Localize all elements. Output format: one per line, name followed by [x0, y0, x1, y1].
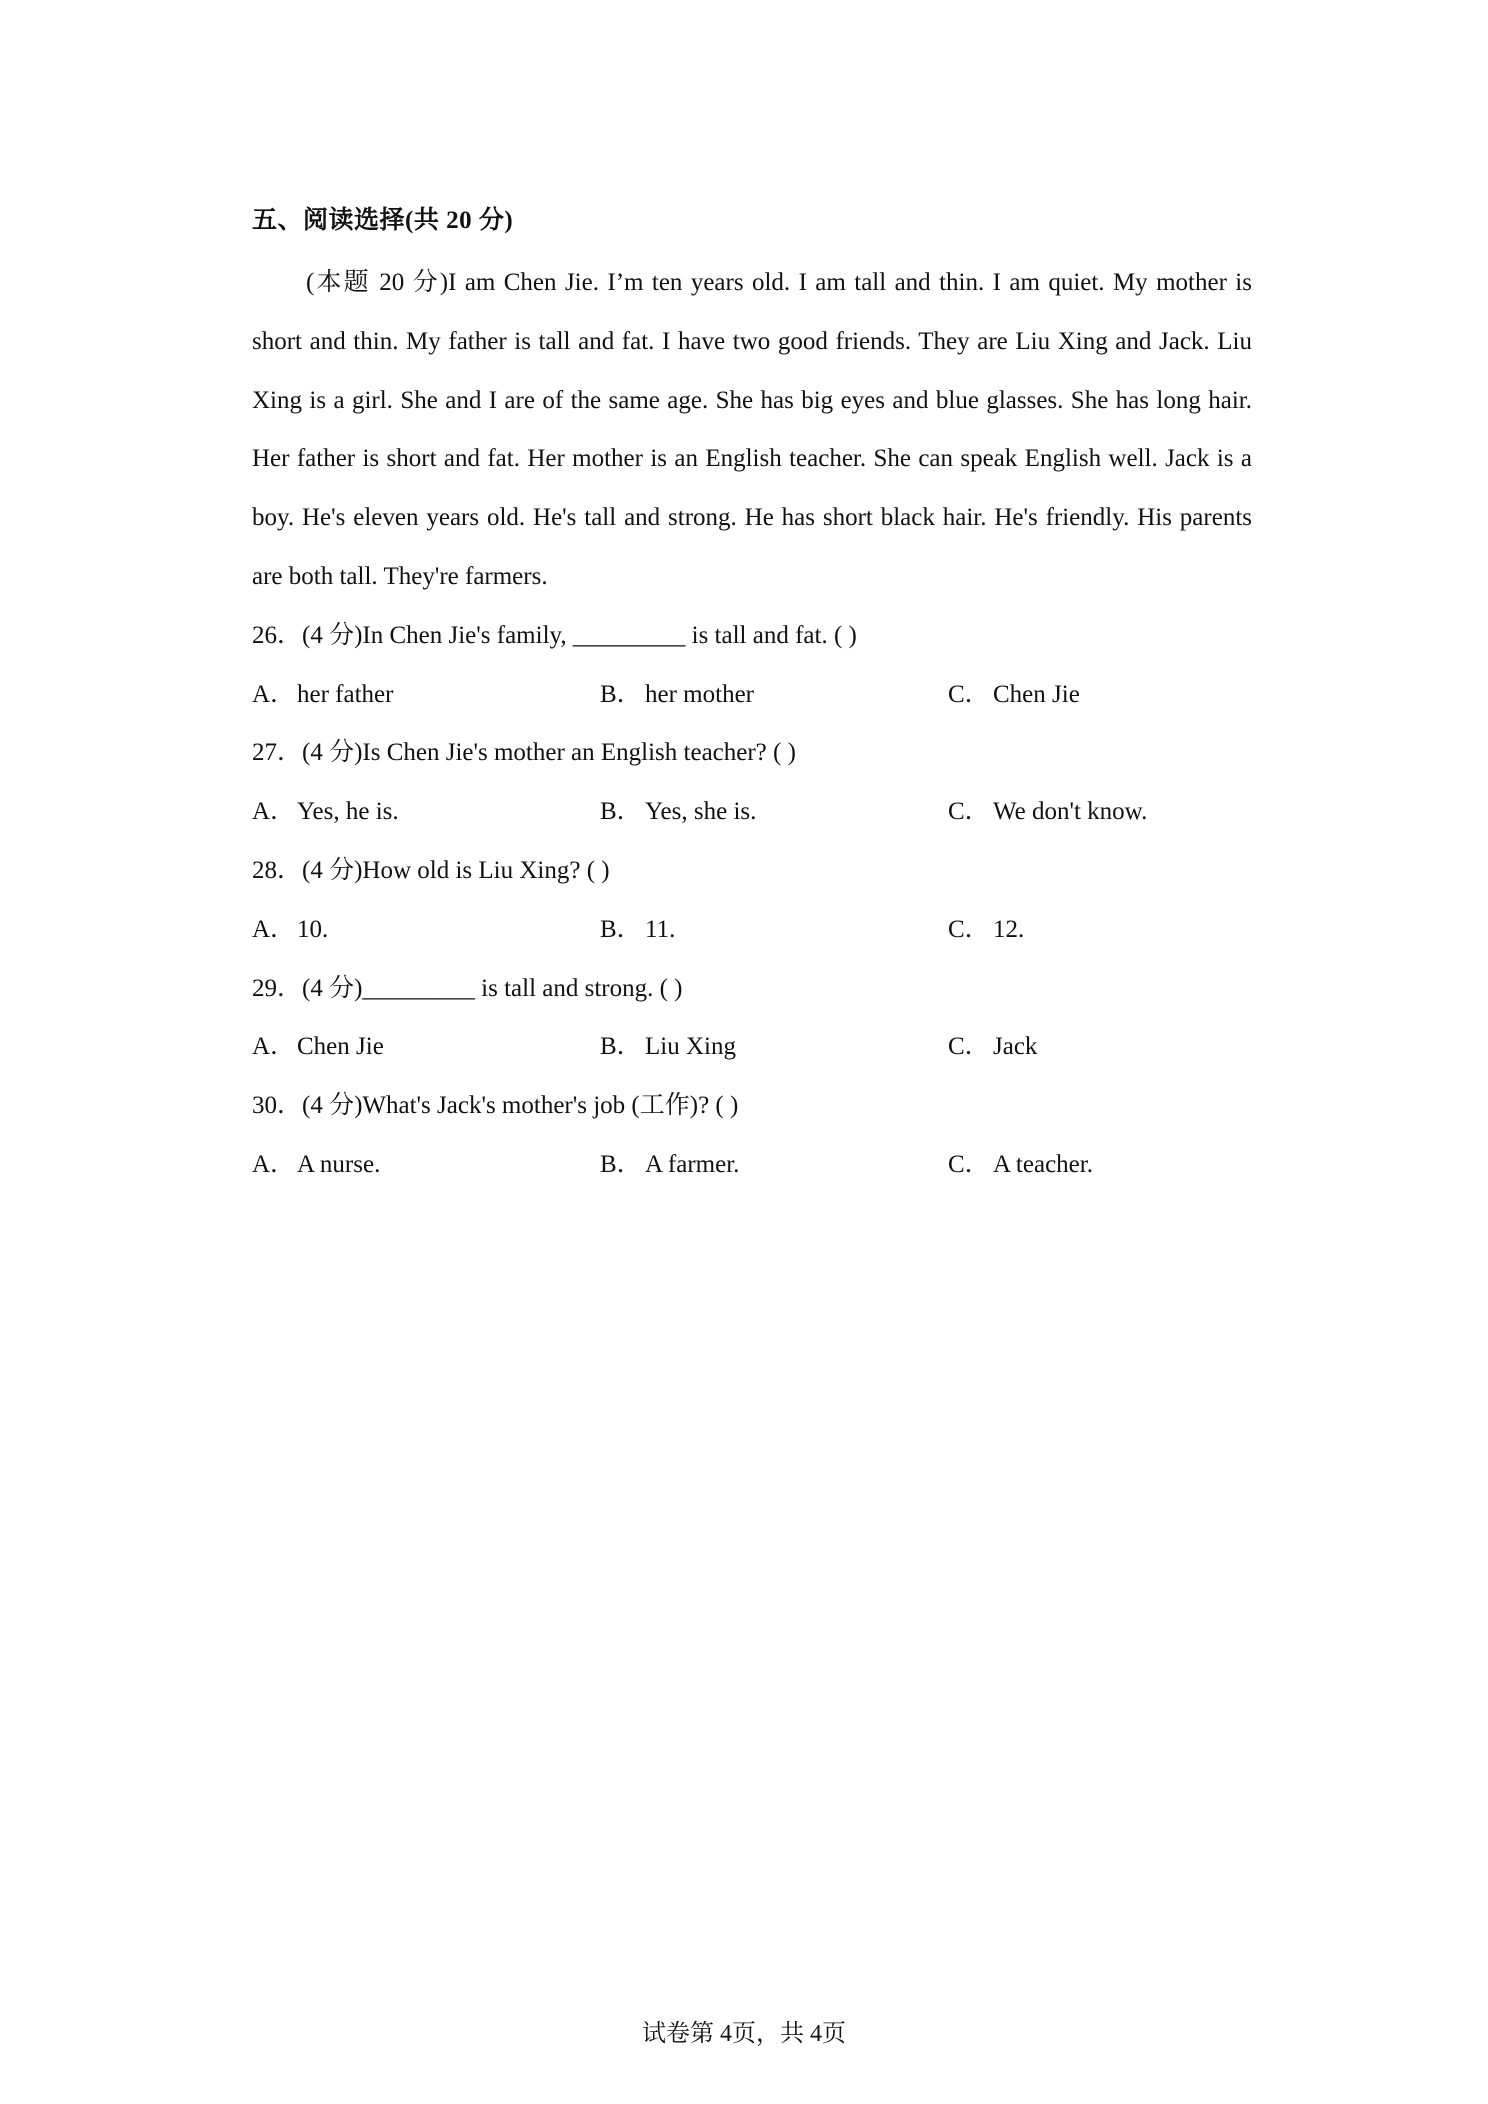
option-text: A nurse.	[297, 1150, 381, 1178]
option-text: her father	[297, 680, 394, 708]
option-text: Yes, he is.	[297, 798, 399, 826]
section-title: 五、阅读选择(共 20 分)	[252, 207, 514, 234]
option-27-a[interactable]	[252, 783, 600, 842]
option-29-c[interactable]	[948, 1018, 1296, 1077]
option-26-a[interactable]	[252, 666, 600, 725]
question-30: 30．(4 分)What's Jack's mother's job (工作)? ( )	[252, 1092, 739, 1120]
exam-page	[252, 196, 1252, 1195]
option-text: 12.	[993, 915, 1025, 943]
option-28-a[interactable]	[252, 901, 600, 960]
option-letter: B．	[600, 1150, 642, 1178]
option-text: Chen Jie	[993, 680, 1080, 708]
options-28	[252, 901, 1252, 960]
option-letter: A．	[252, 1150, 296, 1178]
option-text: Chen Jie	[297, 1033, 384, 1061]
options-26	[252, 666, 1252, 725]
option-text: her mother	[645, 680, 754, 708]
question-27: 27．(4 分)Is Chen Jie's mother an English teacher? ( )	[252, 739, 796, 767]
option-letter: A．	[252, 798, 296, 826]
option-letter: C．	[948, 915, 990, 943]
options-30	[252, 1136, 1252, 1195]
option-letter: C．	[948, 680, 990, 708]
option-letter: A．	[252, 680, 296, 708]
option-letter: B．	[600, 1033, 642, 1061]
option-30-b[interactable]	[600, 1136, 948, 1195]
option-letter: B．	[600, 680, 642, 708]
page-footer: 试卷第 4页，共 4页	[642, 2021, 846, 2047]
option-letter: C．	[948, 1033, 990, 1061]
option-29-b[interactable]	[600, 1018, 948, 1077]
option-letter: B．	[600, 798, 642, 826]
option-text: Jack	[993, 1033, 1038, 1061]
option-27-b[interactable]	[600, 783, 948, 842]
option-letter: A．	[252, 915, 296, 943]
option-29-a[interactable]	[252, 1018, 600, 1077]
question-29: 29．(4 分)_________ is tall and strong. ( )	[252, 974, 683, 1002]
option-text: 10.	[297, 915, 329, 943]
option-text: Yes, she is.	[645, 798, 757, 826]
option-28-b[interactable]	[600, 901, 948, 960]
option-text: We don't know.	[993, 798, 1148, 826]
option-30-c[interactable]	[948, 1136, 1296, 1195]
reading-passage: (本题 20 分)I am Chen Jie. I’m ten years old. I am tall and thin. I am quiet. My mother is short and thin. My father is tall and fat. I have two good friends. They are Liu Xing and Jack. Liu Xing is a girl. She and I are of the same age. She has big eyes and blue glasses. She has long hair. Her father is short and fat. Her mother is an English teacher. She can speak English well. Jack is a boy. He's eleven years old. He's tall and strong. He has short black hair. He's friendly. His parents are both tall. They're farmers.	[252, 269, 1252, 590]
option-text: Liu Xing	[645, 1033, 736, 1061]
option-30-a[interactable]	[252, 1136, 600, 1195]
option-letter: B．	[600, 915, 642, 943]
option-text: 11.	[645, 915, 676, 943]
option-letter: C．	[948, 1150, 990, 1178]
option-text: A farmer.	[645, 1150, 740, 1178]
option-letter: A．	[252, 1033, 296, 1061]
option-letter: C．	[948, 798, 990, 826]
question-26: 26．(4 分)In Chen Jie's family, _________ is tall and fat. ( )	[252, 621, 857, 649]
option-27-c[interactable]	[948, 783, 1296, 842]
question-28: 28．(4 分)How old is Liu Xing? ( )	[252, 856, 610, 884]
options-29	[252, 1018, 1252, 1077]
option-26-b[interactable]	[600, 666, 948, 725]
options-27	[252, 783, 1252, 842]
option-26-c[interactable]	[948, 666, 1296, 725]
option-text: A teacher.	[993, 1150, 1093, 1178]
option-28-c[interactable]	[948, 901, 1296, 960]
